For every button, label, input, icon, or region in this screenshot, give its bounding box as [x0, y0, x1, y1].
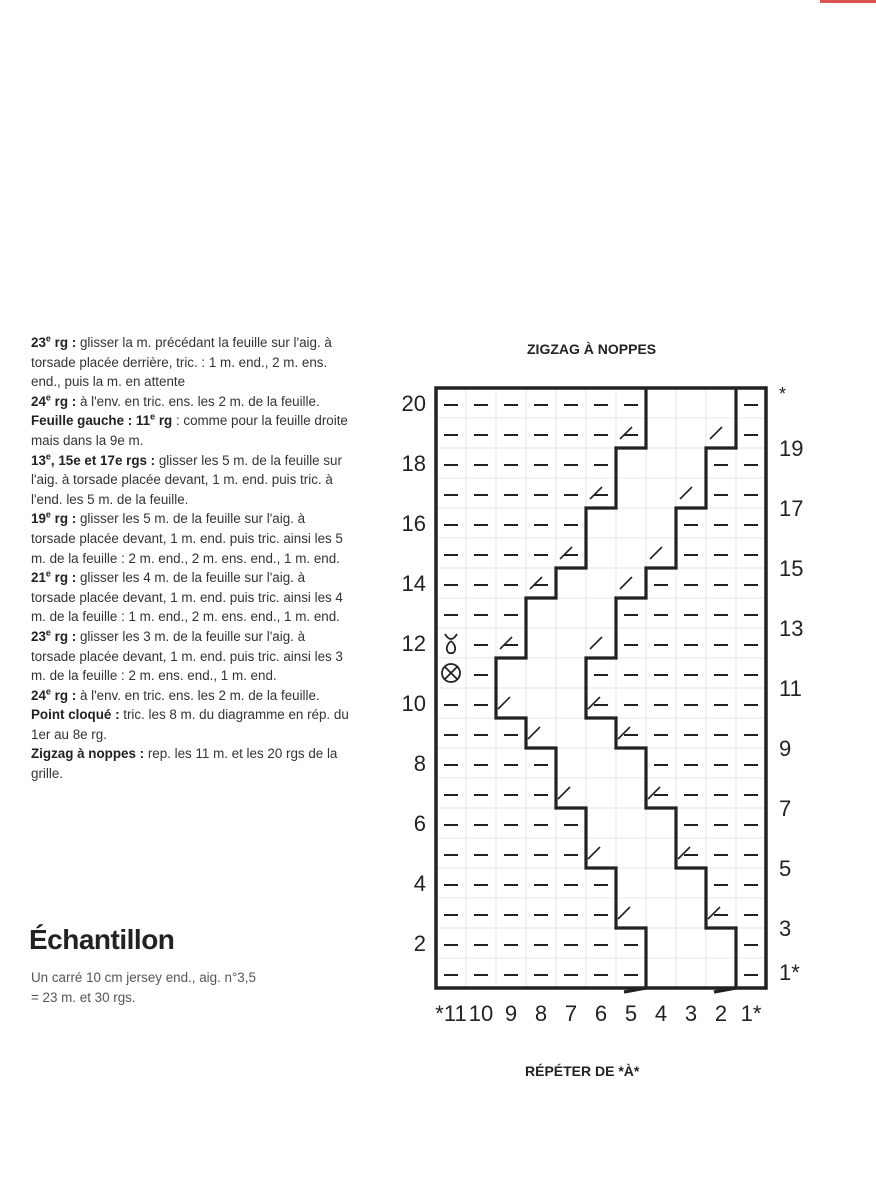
decrease-mark [590, 487, 602, 499]
column-label: 10 [468, 1001, 494, 1026]
instruction-text: glisser les 5 m. de la feuille sur l'aig. à torsade placée devant, 1 m. end. puis tric. ainsi les 5 m. de la feuille : 2 m. end., 2 m. ens. end., 1 m. end. [31, 511, 343, 566]
instruction-text: rep. les 11 m. et les 20 rgs de la grille. [31, 746, 338, 782]
row-label-left: 14 [401, 571, 426, 596]
row-label-right: 19 [779, 436, 804, 461]
zigzag-stripe-edge [586, 388, 736, 992]
instruction-text: glisser la m. précédant la feuille sur l'aig. à torsade placée derrière, tric. : 1 m. end., 2 m. ens. end., puis la m. en attente [31, 335, 332, 390]
instruction-text: tric. les 8 m. du diagramme en rép. du 1er au 8e rg. [31, 707, 349, 742]
decrease-mark [558, 787, 570, 799]
decrease-mark [680, 487, 692, 499]
column-label: 8 [534, 1001, 548, 1026]
zigzag-stripe-edge [496, 388, 646, 992]
column-label: *11 [435, 1001, 467, 1026]
zigzag-chart [370, 375, 820, 1035]
instruction-label: 24e rg : [31, 686, 77, 703]
instruction-label: 21e rg : [31, 568, 77, 586]
row-label-left: 4 [413, 871, 426, 896]
instruction-paragraph [31, 411, 351, 450]
instruction-paragraph [31, 392, 351, 412]
instruction-text: à l'env. en tric. ens. les 2 m. de la feuille. [76, 687, 320, 703]
column-label: 6 [594, 1001, 608, 1026]
column-label: 1* [740, 1001, 762, 1026]
instruction-text: glisser les 3 m. de la feuille sur l'aig. à torsade placée devant, 1 m. end. puis tric. ainsi les 3 m. de la feuille : 2 m. ens. end., 1 m. end. [31, 628, 343, 684]
sample-line-2: = 23 m. et 30 rgs. [31, 989, 136, 1005]
corner-color-mark [820, 0, 876, 3]
twisted-stitch-icon [445, 634, 457, 653]
row-label-left: 2 [413, 931, 426, 956]
instruction-label: 23e rg : [31, 627, 77, 644]
decrease-mark [710, 427, 722, 439]
instruction-label: 19e rg : [31, 509, 77, 527]
chart-footer: RÉPÉTER DE *À* [525, 1063, 640, 1079]
row-label-right: 7 [779, 796, 792, 821]
decrease-mark [650, 547, 662, 559]
column-label: 3 [684, 1001, 698, 1026]
decrease-mark [620, 427, 632, 439]
instruction-paragraph [31, 744, 351, 783]
decrease-mark [588, 847, 600, 859]
instruction-label: Zigzag à noppes : [31, 746, 145, 762]
decrease-mark [618, 907, 630, 919]
instruction-label: 13e, 15e et 17e rgs : [31, 451, 156, 468]
row-label-left: 10 [401, 691, 426, 716]
instruction-label: 23e rg : [31, 333, 77, 350]
instructions-column [31, 333, 351, 784]
instruction-label: Feuille gauche : 11e rg [31, 411, 173, 429]
column-label: 5 [624, 1001, 638, 1026]
row-label-left: 20 [401, 391, 426, 416]
column-label: 4 [654, 1001, 668, 1026]
row-label-right: 17 [779, 496, 804, 521]
instruction-text: glisser les 4 m. de la feuille sur l'aig. à torsade placée devant, 1 m. end. puis tric. ainsi les 4 m. de la feuille : 1 m. end., 2 m. ens. end., 1 m. end. [31, 570, 343, 625]
row-label-left: 8 [413, 751, 426, 776]
instruction-label: Point cloqué : [31, 707, 120, 723]
row-label-right: 1* [779, 960, 800, 985]
decrease-mark [620, 577, 632, 589]
row-label-right: * [779, 384, 787, 404]
decrease-mark [528, 727, 540, 739]
sample-text [31, 968, 331, 1007]
column-label: 2 [714, 1001, 728, 1026]
decrease-mark [618, 727, 630, 739]
row-label-left: 18 [401, 451, 426, 476]
instruction-paragraph [31, 333, 351, 392]
column-label: 9 [504, 1001, 518, 1026]
instruction-text: à l'env. en tric. ens. les 2 m. de la feuille. [76, 393, 320, 409]
instruction-paragraph [31, 509, 351, 568]
decrease-mark [588, 697, 600, 709]
decrease-mark [498, 697, 510, 709]
decrease-mark [648, 787, 660, 799]
row-label-left: 12 [401, 631, 426, 656]
row-label-right: 5 [779, 856, 792, 881]
instruction-paragraph [31, 627, 351, 686]
row-label-right: 11 [779, 676, 802, 701]
instruction-label: 24e rg : [31, 392, 77, 409]
decrease-mark [678, 847, 690, 859]
instruction-paragraph [31, 705, 351, 744]
row-label-right: 3 [779, 916, 792, 941]
decrease-mark [530, 577, 542, 589]
decrease-mark [590, 637, 602, 649]
row-label-left: 16 [401, 511, 426, 536]
instruction-paragraph [31, 686, 351, 706]
column-label: 7 [564, 1001, 578, 1026]
sample-line-1: Un carré 10 cm jersey end., aig. n°3,5 [31, 970, 256, 985]
row-label-right: 13 [779, 616, 804, 641]
decrease-mark [708, 907, 720, 919]
instruction-text: glisser les 5 m. de la feuille sur l'aig. à torsade placée devant, 1 m. end. puis tric. à l'end. les 5 m. de la feuille. [31, 452, 342, 507]
instruction-paragraph [31, 568, 351, 627]
decrease-mark [500, 637, 512, 649]
chart-title: ZIGZAG À NOPPES [527, 341, 657, 357]
instruction-paragraph [31, 451, 351, 510]
row-label-right: 9 [779, 736, 792, 761]
instruction-text: : comme pour la feuille droite mais dans la 9e m. [31, 413, 348, 448]
row-label-left: 6 [413, 811, 426, 836]
row-label-right: 15 [779, 556, 804, 581]
section-title: Échantillon [29, 924, 175, 955]
decrease-mark [560, 547, 572, 559]
